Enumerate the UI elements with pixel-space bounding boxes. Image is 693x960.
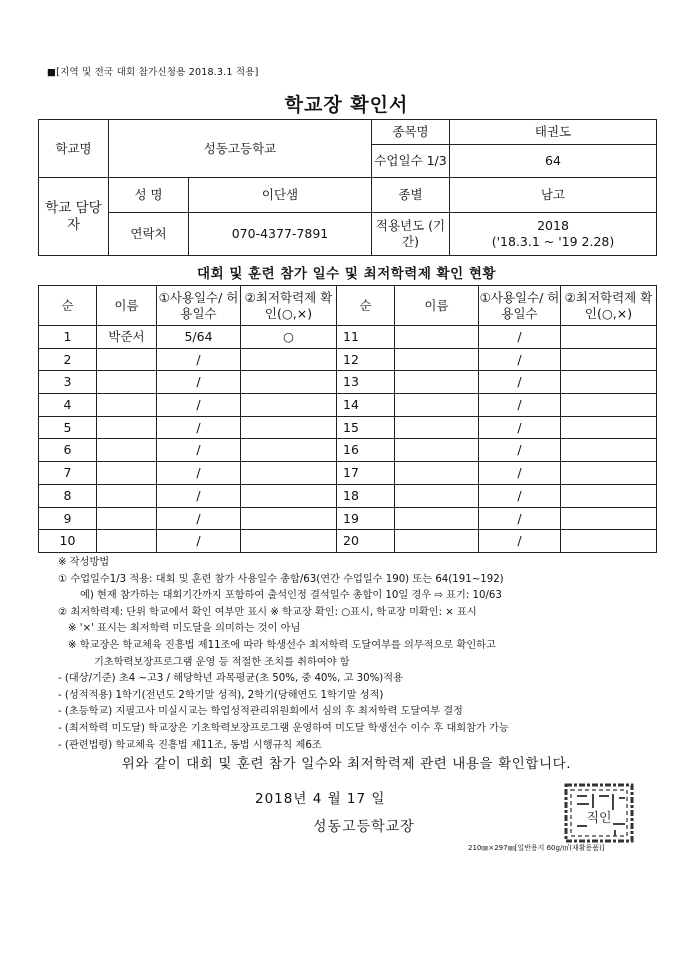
row-days-cell: / (157, 394, 241, 417)
form-version-note: ■[지역 및 전국 대회 참가신청용 2018.3.1 적용] (47, 67, 259, 78)
name-value: 이단샘 (189, 178, 372, 213)
row-days-cell: / (479, 326, 561, 349)
event-label: 종목명 (372, 120, 450, 145)
contact-value: 070-4377-7891 (189, 213, 372, 256)
row-name-cell (395, 416, 479, 439)
row-name-cell (97, 371, 157, 394)
row-min-cell (241, 371, 337, 394)
row-no-cell: 6 (39, 439, 97, 462)
row-min-cell (561, 462, 657, 485)
row-days-cell: / (157, 507, 241, 530)
row-days-cell: / (479, 416, 561, 439)
class-days-value: 64 (450, 145, 657, 178)
note-4-cont: 기초학력보장프로그램 운영 등 적절한 조치를 취하여야 함 (94, 656, 350, 668)
row-name-cell (97, 484, 157, 507)
row-min-cell (241, 439, 337, 462)
row-min-cell (241, 394, 337, 417)
note-1-example: 예) 현재 참가하는 대회기간까지 포함하여 출석인정 결석일수 총합이 10일 경우 ⇨ 표기: 10/63 (80, 590, 502, 602)
table-row (39, 371, 657, 394)
row-no-cell: 10 (39, 530, 97, 553)
row-name-cell (97, 439, 157, 462)
row-no-cell: 19 (337, 507, 395, 530)
row-no-cell: 3 (39, 371, 97, 394)
row-no-cell: 1 (39, 326, 97, 349)
section-title: 대회 및 훈련 참가 일수 및 최저학력제 확인 현황 (197, 266, 496, 282)
gender-label: 종별 (372, 178, 450, 213)
row-days-cell: 5/64 (157, 326, 241, 349)
row-no-cell: 7 (39, 462, 97, 485)
row-min-cell (561, 348, 657, 371)
school-info-table (38, 119, 657, 256)
instructions (58, 555, 658, 754)
row-name-cell (395, 348, 479, 371)
row-min-cell (241, 348, 337, 371)
note-7: - (초등학교) 지필고사 미실시교는 학업성적관리위원회에서 심의 후 최저학력 도달여부 결정 (58, 706, 463, 718)
confirmation-statement: 위와 같이 대회 및 훈련 참가 일수와 최저학력제 관련 내용을 확인합니다. (121, 756, 572, 772)
col-name-left: 이름 (97, 286, 157, 326)
name-label: 성 명 (109, 178, 189, 213)
row-no-cell: 16 (337, 439, 395, 462)
row-min-cell (561, 371, 657, 394)
paper-size-note: 210㎜×297㎜[일반용지 60g/㎡(재활용품)] (468, 844, 605, 852)
contact-label: 연락처 (109, 213, 189, 256)
col-no-left: 순 (39, 286, 97, 326)
row-min-cell (241, 507, 337, 530)
row-name-cell (395, 326, 479, 349)
row-name-cell (395, 507, 479, 530)
row-days-cell: / (157, 348, 241, 371)
row-min-cell (561, 439, 657, 462)
note-9: - (관련법령) 학교체육 진흥법 제11조, 동법 시행규칙 제6조 (58, 739, 322, 751)
row-name-cell (395, 371, 479, 394)
period-year: 2018 (537, 218, 569, 234)
row-name-cell (395, 462, 479, 485)
row-name-cell (395, 530, 479, 553)
row-days-cell: / (157, 371, 241, 394)
issue-date: 2018년 4 월 17 일 (255, 791, 386, 807)
teacher-label: 학교 담당자 (39, 178, 109, 256)
table-row (39, 439, 657, 462)
row-min-cell (241, 530, 337, 553)
note-6: - (성적적용) 1학기(전년도 2학기말 성적), 2학기(당해연도 1학기말 성적) (58, 689, 384, 701)
row-days-cell: / (479, 439, 561, 462)
row-days-cell: / (479, 394, 561, 417)
col-min-left: ②최저학력제 확인(○,×) (241, 286, 337, 326)
row-no-cell: 14 (337, 394, 395, 417)
row-name-cell (97, 507, 157, 530)
row-no-cell: 9 (39, 507, 97, 530)
row-min-cell (561, 416, 657, 439)
note-4: ※ 학교장은 학교체육 진흥법 제11조에 따라 학생선수 최저학력 도달여부를 의무적으로 확인하고 (68, 639, 496, 651)
row-no-cell: 8 (39, 484, 97, 507)
row-min-cell (241, 484, 337, 507)
row-no-cell: 18 (337, 484, 395, 507)
row-days-cell: / (479, 348, 561, 371)
table-row (39, 484, 657, 507)
row-name-cell (97, 462, 157, 485)
seal-stamp-icon (563, 782, 635, 844)
row-days-cell: / (479, 371, 561, 394)
school-name-label: 학교명 (39, 120, 109, 178)
official-seal (563, 782, 635, 844)
table-row (39, 530, 657, 553)
note-5: - (대상/기준) 초4 ~고3 / 해당학년 과목평균(초 50%, 중 40%, 고 30%)적용 (58, 673, 403, 685)
class-days-label: 수업일수 1/3 (372, 145, 450, 178)
row-min-cell (561, 394, 657, 417)
note-8: - (최저학력 미도달) 학교장은 기초학력보장프로그램 운영하여 미도달 학생선수 이수 후 대회참가 가능 (58, 722, 509, 734)
row-name-cell (97, 394, 157, 417)
document-title: 학교장 확인서 (284, 94, 409, 116)
row-no-cell: 5 (39, 416, 97, 439)
row-days-cell: / (157, 439, 241, 462)
table-row (39, 507, 657, 530)
row-min-cell (241, 462, 337, 485)
row-min-cell: ○ (241, 326, 337, 349)
row-name-cell (97, 530, 157, 553)
row-min-cell (561, 326, 657, 349)
row-days-cell: / (479, 462, 561, 485)
row-no-cell: 4 (39, 394, 97, 417)
row-name-cell (97, 348, 157, 371)
row-days-cell: / (157, 462, 241, 485)
period-label: 적용년도 (기간) (372, 213, 450, 256)
row-min-cell (561, 507, 657, 530)
period-range: ('18.3.1 ~ '19 2.28) (491, 234, 615, 249)
col-name-right: 이름 (395, 286, 479, 326)
table-row (39, 326, 657, 349)
gender-value: 남고 (450, 178, 657, 213)
school-name-value: 성동고등학교 (109, 120, 372, 178)
row-name-cell (395, 439, 479, 462)
attendance-table (38, 285, 657, 553)
table-row (39, 348, 657, 371)
table-row (39, 394, 657, 417)
row-name-cell (97, 416, 157, 439)
row-min-cell (561, 530, 657, 553)
col-min-right: ②최저학력제 확인(○,×) (561, 286, 657, 326)
col-no-right: 순 (337, 286, 395, 326)
row-days-cell: / (157, 416, 241, 439)
row-name-cell (395, 394, 479, 417)
period-value (450, 213, 657, 256)
event-value: 태권도 (450, 120, 657, 145)
row-no-cell: 12 (337, 348, 395, 371)
row-no-cell: 15 (337, 416, 395, 439)
notes-heading: ※ 작성방법 (58, 557, 110, 568)
row-no-cell: 17 (337, 462, 395, 485)
note-2: ② 최저학력제: 단위 학교에서 확인 여부만 표시 ※ 학교장 확인: ○표시, 학교장 미확인: × 표시 (58, 606, 477, 618)
row-days-cell: / (479, 484, 561, 507)
note-1: ① 수업일수1/3 적용: 대회 및 훈련 참가 사용일수 총합/63(연간 수업일수 190) 또는 64(191~192) (58, 573, 504, 585)
row-min-cell (241, 416, 337, 439)
note-3: ※ '×' 표시는 최저학력 미도달을 의미하는 것이 아님 (68, 623, 301, 635)
row-no-cell: 11 (337, 326, 395, 349)
row-days-cell: / (157, 530, 241, 553)
table-row (39, 462, 657, 485)
row-no-cell: 13 (337, 371, 395, 394)
row-name-cell (395, 484, 479, 507)
col-days-right: ①사용일수/ 허용일수 (479, 286, 561, 326)
seal-text: 직인 (586, 811, 612, 826)
row-name-cell: 박준서 (97, 326, 157, 349)
row-days-cell: / (479, 530, 561, 553)
row-no-cell: 20 (337, 530, 395, 553)
table-row (39, 416, 657, 439)
row-days-cell: / (479, 507, 561, 530)
col-days-left: ①사용일수/ 허용일수 (157, 286, 241, 326)
row-min-cell (561, 484, 657, 507)
row-days-cell: / (157, 484, 241, 507)
row-no-cell: 2 (39, 348, 97, 371)
principal-signature: 성동고등학교장 (313, 819, 415, 835)
